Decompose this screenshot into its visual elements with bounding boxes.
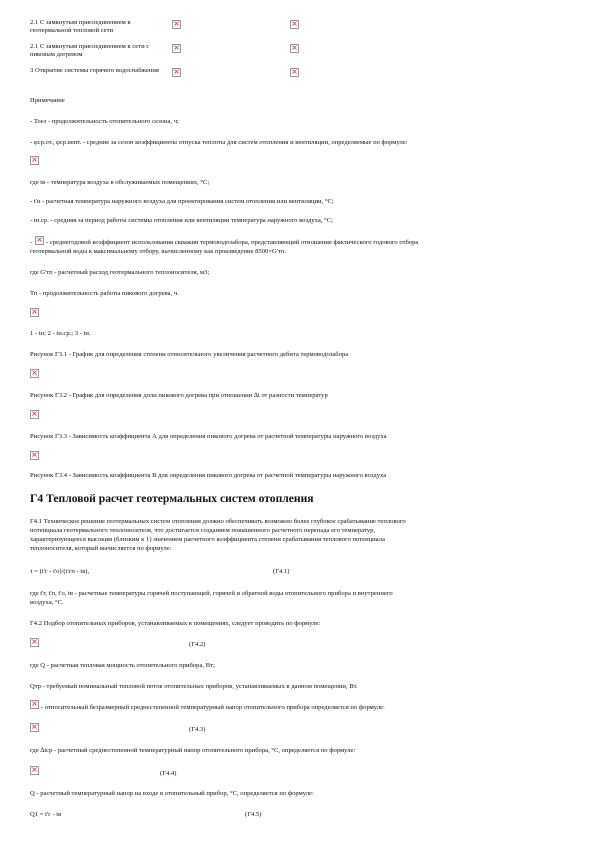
- broken-image-icon: [30, 369, 39, 378]
- paragraph-line: потенциала геотермального теплоносителя, что достигается созданием повышенного расчетного перепада его температур,: [30, 527, 376, 534]
- paragraph-line: Г4.1 Техническое решение геотермальных систем отопления должно обеспечивать возможно более глубокое срабатывание теплового: [30, 518, 406, 525]
- broken-image-icon: [290, 44, 299, 53]
- broken-image-icon: [30, 410, 39, 419]
- paragraph: Г4.2 Подбор отопительных приборов, устанавливаемых в помещениях, следует проводить по формуле:: [30, 620, 321, 627]
- note-title: Примечание: [30, 97, 65, 104]
- paragraph: где ∆tcp - расчетный среднестепенной температурный напор отопительного прибора, °С, определяется по формуле:: [30, 747, 356, 754]
- broken-image-icon: [35, 236, 44, 245]
- formula-number: (Г4.5): [245, 811, 262, 818]
- paragraph: геотермальной воды к максимальному отбору, вычисленному как произведение 8500×G'тп.: [30, 248, 287, 255]
- table-row-label: 2.1 С замкнутым присоединением к сети с пиковым догревом: [30, 43, 150, 58]
- paragraph: - tн.ср. - средняя за период работы системы отопления или вентиляции температура наружного воздуха, °С;: [30, 217, 333, 224]
- formula: τ = (t'г - t'о)/(t'гп - tв),: [30, 568, 90, 575]
- broken-image-icon: [30, 308, 39, 317]
- paragraph-line: воздуха, °С.: [30, 599, 64, 606]
- formula-number: (Г4.3): [189, 726, 206, 733]
- broken-image-icon: [30, 638, 39, 647]
- broken-image-icon: [30, 451, 39, 460]
- paragraph: - t'н - расчетная температура наружного воздуха для проектирования систем отопления или вентиляции, °С;: [30, 198, 334, 205]
- paragraph: где tв - температура воздуха в обслуживаемых помещениях, °С;: [30, 179, 210, 186]
- paragraph-line: характеризующееся высоким (близким к 1) значением расчетного коэффициента степени срабатывания теплового потенциала: [30, 536, 385, 543]
- paragraph-line: теплоносителя, который вычисляется по формуле:: [30, 545, 172, 552]
- paragraph: -: [30, 239, 33, 246]
- broken-image-icon: [30, 156, 39, 165]
- paragraph: Тп - продолжительность работы пикового догрева, ч.: [30, 290, 179, 297]
- figure-caption: Рисунок Г3.2 - График для определения доли пикового догрева при отношении ∆t от разности температур: [30, 392, 328, 399]
- paragraph: - φср.от., φср.вент. - средние за сезон коэффициенты отпуска теплоты для систем отопления и вентиляции, определяемые по формуле:: [30, 139, 408, 146]
- figure-caption: Рисунок Г3.3 - Зависимость коэффициента А для определения пикового догрева от расчетной температуры наружного воздуха: [30, 433, 387, 440]
- broken-image-icon: [172, 44, 181, 53]
- paragraph: 1 - tн; 2 - tн.ср.; 3 - tн.: [30, 330, 91, 337]
- paragraph: где G'тп - расчетный расход геотермального теплоносителя, м3;: [30, 269, 210, 276]
- figure-caption: Рисунок Г3.4 - Зависимость коэффициента В для определения пикового догрева от расчетной температуры наружного воздуха: [30, 472, 387, 479]
- paragraph: - относительный безразмерный среднестепенной температурный напор отопительного прибора определяется по формуле:: [41, 704, 385, 711]
- broken-image-icon: [172, 68, 181, 77]
- formula-number: (Г4.2): [189, 641, 206, 648]
- broken-image-icon: [290, 68, 299, 77]
- broken-image-icon: [30, 766, 39, 775]
- table-row-label: 3 Открытие системы горячего водоснабжения: [30, 67, 159, 74]
- paragraph: Q - расчетный температурный напор на входе в отопительный прибор, °С, определяется по формуле:: [30, 790, 314, 797]
- broken-image-icon: [30, 700, 39, 709]
- formula-number: (Г4.1): [273, 568, 290, 575]
- formula: Q1 = t'г - tв: [30, 811, 62, 818]
- broken-image-icon: [290, 20, 299, 29]
- paragraph: - Тоез - продолжительность отопительного сезона, ч;: [30, 118, 179, 125]
- formula-number: (Г4.4): [160, 770, 177, 777]
- section-heading: Г4 Тепловой расчет геотермальных систем отопления: [30, 492, 314, 505]
- broken-image-icon: [30, 723, 39, 732]
- paragraph: - среднегодовой коэффициент использования скважин термоводозабора, представляющий отношение фактического годового отбора: [46, 239, 419, 246]
- figure-caption: Рисунок Г3.1 - График для определения степени относительного увеличения расчетного дебита термоводозабора: [30, 351, 349, 358]
- paragraph: где Q - расчетная тепловая мощность отопительного прибора, Вт;: [30, 662, 215, 669]
- paragraph: Qтр - требуемый номинальный тепловой поток отопительных приборов, устанавливаемых в данном помещении, Вт.: [30, 683, 358, 690]
- broken-image-icon: [172, 20, 181, 29]
- table-row-label: 2.1 С замкнутым присоединением к геотермальной тепловой сети: [30, 19, 131, 34]
- paragraph-line: где t'г, t'п, t'о, tв - расчетные температуры горячей поступающей, горячей и обратной воды отопительного прибора и внутреннего: [30, 590, 393, 597]
